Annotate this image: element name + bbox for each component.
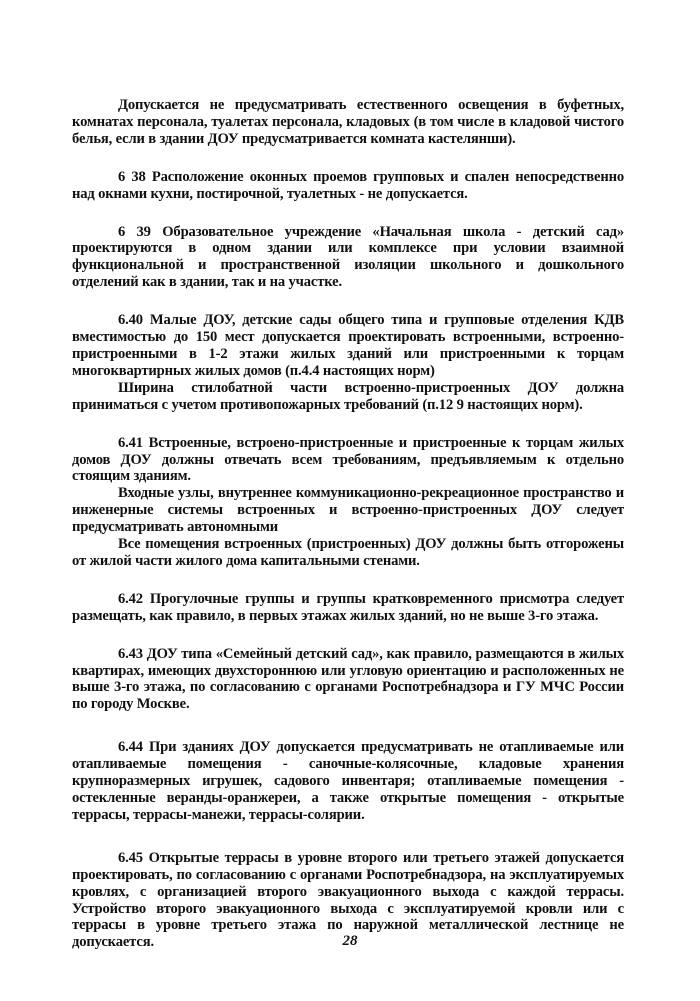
paragraph-6-44 — [72, 739, 624, 824]
document-body — [72, 97, 624, 972]
paragraph-6-41 — [72, 435, 624, 570]
paragraph-6-38 — [72, 169, 624, 203]
paragraph-text: Все помещения встроенных (пристроенных) ДОУ должны быть отгорожены от жилой части жилого дома капитальными стенами. — [72, 536, 624, 569]
paragraph-text: Входные узлы, внутреннее коммуникационно-рекреационное пространство и инженерные системы встроенных и встроенно-пристроенных ДОУ следует предусматривать автономными — [72, 485, 624, 536]
paragraph-6-43 — [72, 646, 624, 714]
paragraph-text: 6.43 ДОУ типа «Семейный детский сад», как правило, размещаются в жилых квартирах, имеющих двухстороннюю или угловую ориентацию и расположенных не выше 3-го этажа, по согласованию с органами Роспотребнадзора и ГУ МЧС России по городу Москве. — [72, 645, 624, 713]
paragraph-6-39 — [72, 224, 624, 292]
paragraph-6-40 — [72, 312, 624, 413]
paragraph-text: 6.44 При зданиях ДОУ допускается предусматривать не отапливаемые или отапливаемые помещения - саночные-колясочные, кладовые хранения крупноразмерных игрушек, садового инвентаря; отапливаемые помещения - остекленные веранды-оранжереи, а также открытые помещения - открытые террасы, террасы-манежи, террасы-солярии. — [72, 739, 624, 823]
paragraph-text: Ширина стилобатной части встроенно-пристроенных ДОУ должна приниматься с учетом противопожарных требований (п.12 9 настоящих норм). — [72, 379, 624, 413]
paragraph-6-42 — [72, 591, 624, 625]
paragraph-text: 6.42 Прогулочные группы и группы кратковременного присмотра следует размещать, как правило, в первых этажах жилых зданий, но не выше 3-го этажа. — [72, 590, 624, 624]
paragraph-text: Допускается не предусматривать естественного освещения в буфетных, комнатах персонала, туалетах персонала, кладовых (в том числе в кладовой чистого белья, если в здании ДОУ предусматривается комната кастелянши). — [72, 97, 624, 147]
paragraph-text: 6.40 Малые ДОУ, детские сады общего типа и групповые отделения КДВ вместимостью до 150 мест допускается проектировать встроенными, встроенно-пристроенными в 1-2 этажи жилых зданий или пристроенными к торцам многоквартирных жилых домов (п.4.4 настоящих норм) — [72, 312, 624, 379]
paragraph-text: 6 39 Образовательное учреждение «Начальная школа - детский сад» проектируются в одном здании или комплексе при условии взаимной функциональной и пространственной изоляции школьного и дошкольного отделений как в здании, так и на участке. — [72, 223, 624, 291]
page-number: 28 — [342, 933, 358, 949]
paragraph-text: 6 38 Расположение оконных проемов групповых и спален непосредственно над окнами кухни, постирочной, туалетных - не допускается. — [72, 168, 624, 202]
paragraph-text: 6.45 Открытые террасы в уровне второго или третьего этажей допускается проектировать, по согласованию с органами Роспотребнадзора, на эксплуатируемых кровлях, с организацией второго эвакуационного выхода с каждой террасы. Устройство второго эвакуационного выхода с эксплуатируемой кровли или с террасы в уровне третьего этажа по наружной металлической лестнице не допускается. — [72, 849, 624, 951]
paragraph-lighting — [72, 97, 624, 148]
paragraph-text: 6.41 Встроенные, встроено-пристроенные и пристроенные к торцам жилых домов ДОУ должны отвечать всем требованиям, предъявляемым к отдельно стоящим зданиям. — [72, 434, 624, 485]
